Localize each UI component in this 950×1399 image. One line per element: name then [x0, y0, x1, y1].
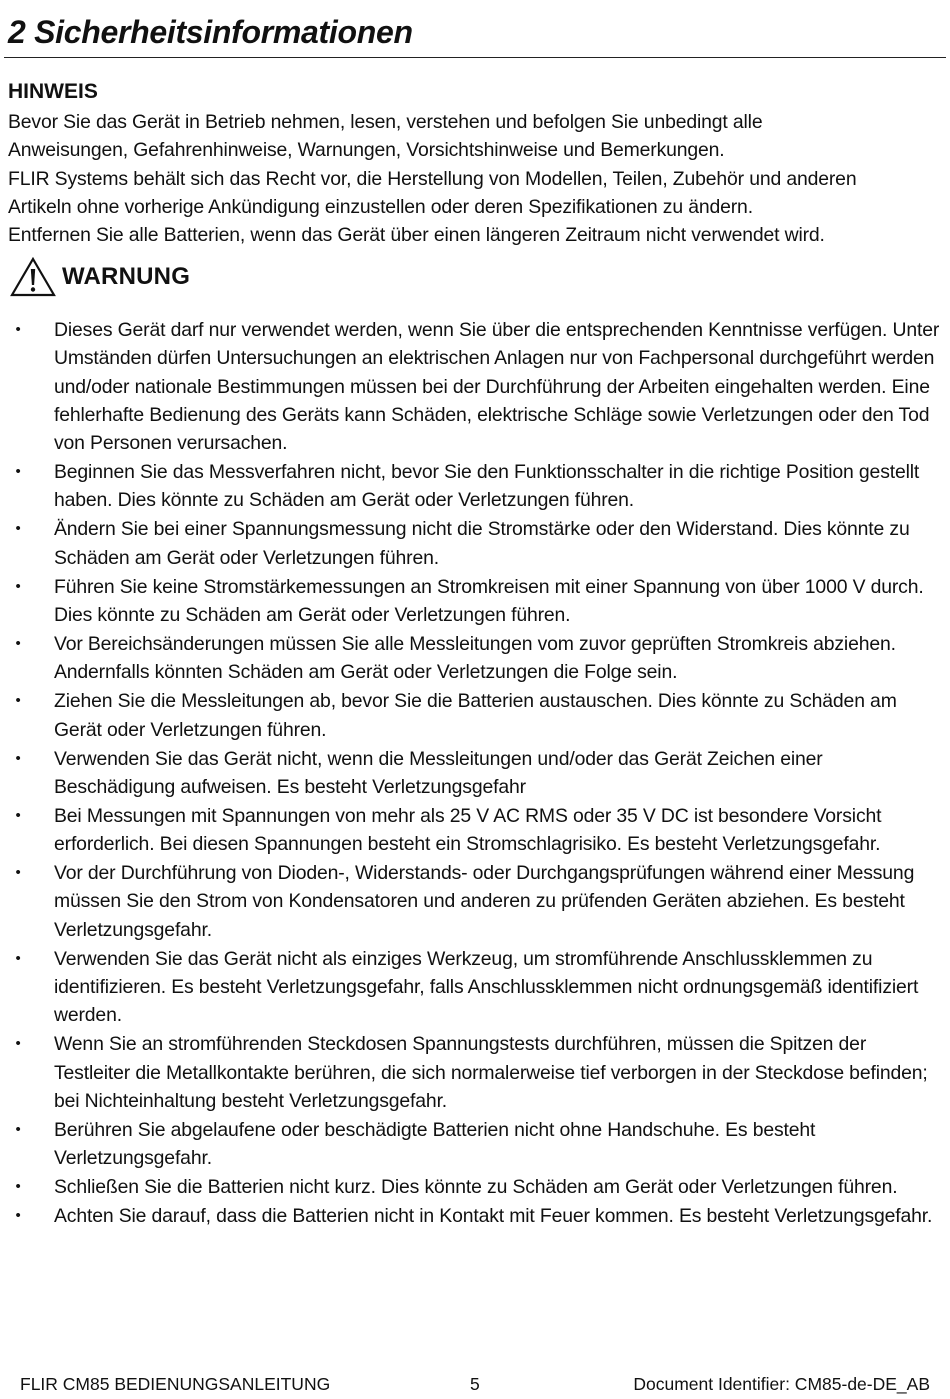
title-divider: [4, 57, 946, 58]
list-item: [0, 802, 950, 859]
notice-line: Bevor Sie das Gerät in Betrieb nehmen, lesen, verstehen und befolgen Sie unbedingt alle: [8, 111, 763, 133]
list-item-text: Achten Sie darauf, dass die Batterien nicht in Kontakt mit Feuer kommen. Es besteht Verletzungsgefahr.: [54, 1205, 933, 1228]
bullet-icon: •: [15, 692, 21, 710]
notice-line: Artikeln ohne vorherige Ankündigung einzustellen oder deren Spezifikationen zu ändern.: [8, 195, 753, 218]
bullet-icon: •: [15, 463, 21, 481]
list-item: [0, 458, 950, 515]
bullet-icon: •: [15, 577, 21, 595]
list-item: [0, 687, 950, 744]
bullet-icon: •: [15, 949, 21, 967]
page-footer: [0, 1374, 950, 1398]
list-item: [0, 1030, 950, 1115]
list-item: [0, 1173, 950, 1201]
list-item-text: Ziehen Sie die Messleitungen ab, bevor Sie die Batterien austauschen. Dies könnte zu Schäden am Gerät oder Verletzungen führen.: [54, 690, 897, 741]
bullet-icon: •: [15, 520, 21, 538]
notice-text: [8, 108, 948, 249]
warning-heading: WARNUNG: [62, 263, 191, 290]
warning-triangle-icon: [10, 257, 56, 297]
warning-list: [0, 316, 950, 1231]
bullet-icon: •: [15, 1120, 21, 1138]
bullet-icon: •: [15, 1207, 21, 1225]
chapter-title: 2 Sicherheitsinformationen: [8, 14, 413, 50]
bullet-icon: •: [15, 1178, 21, 1196]
notice-line: Entfernen Sie alle Batterien, wenn das Gerät über einen längeren Zeitraum nicht verwendet wird.: [8, 224, 825, 247]
list-item-text: Vor der Durchführung von Dioden-, Widerstands- oder Durchgangsprüfungen während einer Messung müssen Sie den Strom von Kondensatoren und anderen zu prüfenden Geräten abziehen. Es besteht Verletzungsgefahr.: [54, 862, 915, 941]
list-item-text: Beginnen Sie das Messverfahren nicht, bevor Sie den Funktionsschalter in die richtige Position gestellt haben. Dies könnte zu Schäden am Gerät oder Verletzungen führen.: [54, 461, 920, 512]
list-item: [0, 316, 950, 457]
footer-document-identifier: Document Identifier: CM85-de-DE_AB: [633, 1374, 930, 1394]
bullet-icon: •: [15, 321, 21, 338]
footer-page-number: 5: [470, 1374, 480, 1394]
list-item: [0, 630, 950, 687]
list-item: [0, 945, 950, 1030]
list-item-text: Verwenden Sie das Gerät nicht, wenn die Messleitungen und/oder das Gerät Zeichen einer Beschädigung aufweisen. Es besteht Verletzungsgefahr: [54, 747, 823, 798]
list-item-text: Vor Bereichsänderungen müssen Sie alle Messleitungen vom zuvor geprüften Stromkreis abziehen. Andernfalls könnten Schäden am Gerät oder Verletzungen die Folge sein.: [54, 633, 896, 684]
list-item: [0, 745, 950, 802]
list-item-text: Führen Sie keine Stromstärkemessungen an Stromkreisen mit einer Spannung von über 1000 V durch. Dies könnte zu Schäden am Gerät oder Verletzungen führen.: [54, 575, 924, 627]
list-item-text: Schließen Sie die Batterien nicht kurz. Dies könnte zu Schäden am Gerät oder Verletzungen führen.: [54, 1176, 898, 1199]
list-item: [0, 573, 950, 630]
list-item-text: Berühren Sie abgelaufene oder beschädigte Batterien nicht ohne Handschuhe. Es besteht Verletzungsgefahr.: [54, 1118, 816, 1170]
list-item-text: Bei Messungen mit Spannungen von mehr als 25 V AC RMS oder 35 V DC ist besondere Vorsicht erforderlich. Bei diesen Spannungen besteht ein Stromschlagrisiko. Es besteht Verletzungsgefahr.: [54, 804, 882, 856]
list-item: [0, 1116, 950, 1173]
warning-header: [10, 255, 190, 299]
bullet-icon: •: [15, 749, 21, 767]
list-item: [0, 859, 950, 944]
bullet-icon: •: [15, 1035, 21, 1053]
bullet-icon: •: [15, 806, 21, 824]
list-item-text: Verwenden Sie das Gerät nicht als einziges Werkzeug, um stromführende Anschlussklemmen zu identifizieren. Es besteht Verletzungsgefahr, falls Anschlussklemmen nicht ordnungsgemäß identifiziert werden.: [54, 947, 919, 1027]
bullet-icon: •: [15, 635, 21, 653]
list-item: [0, 515, 950, 572]
list-item-text: Dieses Gerät darf nur verwendet werden, wenn Sie über die entsprechenden Kenntnisse verfügen. Unter Umständen dürfen Untersuchungen an elektrischen Anlagen nur von Fachpersonal durchgeführt werden und/oder nationale Bestimmungen müssen bei der Durchführung der Arbeiten eingehalten werden. Eine fehlerhafte Bedienung des Geräts kann Schäden, elektrische Schläge sowie Verletzungen oder den Tod von Personen verursachen.: [54, 319, 940, 455]
notice-heading: HINWEIS: [8, 80, 98, 103]
list-item: [0, 1202, 950, 1230]
bullet-icon: •: [15, 864, 21, 882]
notice-line: Anweisungen, Gefahrenhinweise, Warnungen, Vorsichtshinweise und Bemerkungen.: [8, 139, 725, 162]
list-item-text: Ändern Sie bei einer Spannungsmessung nicht die Stromstärke oder den Widerstand. Dies könnte zu Schäden am Gerät oder Verletzungen führen.: [54, 518, 910, 569]
footer-manual-title: FLIR CM85 BEDIENUNGSANLEITUNG: [20, 1374, 331, 1394]
list-item-text: Wenn Sie an stromführenden Steckdosen Spannungstests durchführen, müssen die Spitzen der Testleiter die Metallkontakte berühren, die sich normalerweise tief verborgen in der Steckdose befinden; bei Nichteinhaltung besteht Verletzungsgefahr.: [54, 1033, 928, 1112]
notice-line: FLIR Systems behält sich das Recht vor, die Herstellung von Modellen, Teilen, Zubehör und anderen: [8, 167, 857, 190]
